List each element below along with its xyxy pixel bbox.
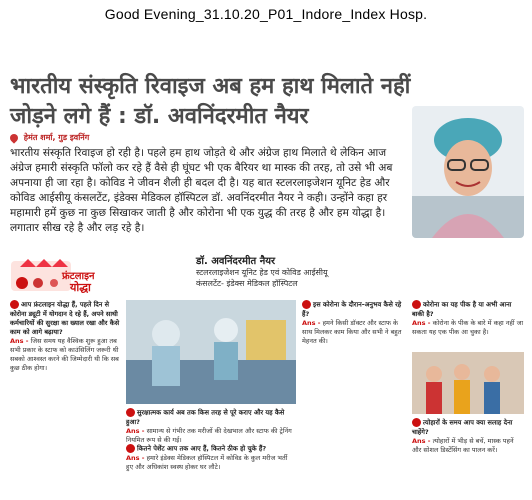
logo-title: फ्रंटलाइन (62, 271, 95, 282)
caption-box (196, 256, 496, 289)
question-4 (412, 300, 524, 319)
photo-medical-team (126, 300, 296, 404)
answer-4 (412, 319, 524, 337)
answer-label: Ans - (302, 318, 321, 327)
caption-role-2: कंसलटेंट- इंडेक्स मेडिकल हॉस्पिटल (196, 279, 298, 288)
qa-column-3 (302, 300, 406, 346)
logo-subtitle: योद्धा (70, 281, 91, 294)
qa-column-5 (126, 444, 296, 472)
question-1 (10, 300, 122, 337)
question-6-text: त्योहारों के समय आप क्या सलाह देना चाहेंगे? (412, 418, 513, 436)
answer-2-text: सामान्य से गंभीर तक मरीजों की देखभाल और स्टाफ की ट्रेनिंग नियमित रूप से की गई। (126, 426, 292, 444)
question-6 (412, 418, 524, 437)
location-pin-icon (8, 132, 19, 143)
question-4-text: कोरोना का यह पीक है या अभी आना बाकी है? (412, 300, 512, 318)
headline-line-2: जोड़ने लगे हैं : डॉ. अवनिंदरमीत नैयर (10, 104, 309, 129)
photo-family (412, 352, 524, 414)
lede-paragraph: भारतीय संस्कृति रिवाइज हो रही है। पहले हम हाथ जोड़ते थे और अंग्रेज हाथ मिलाते थे लेकिन आज अंग्रेज हमारी संस्कृति फॉलो कर रहे हैं वैसे ही घूंघट भी एक बैरियर था मास्क की तरह, तो उसे भी अब अपनाया ही जा रहा है। कोविड ने जीवन शैली ही बदल दी है। यह बात स्टलरलाइजेशन यूनिट हेड और कोविड आईसीयू कंसलटेंट, इंडेक्स मेडिकल हॉस्पिटल डॉ. अवनिंदरमीत नैयर ने कही। उन्होंने कहा हर महामारी हमें कुछ ना कुछ सिखाकर जाती है और कोरोना भी एक युद्ध की तरह है और हम योद्धा है। लगातार सीख रहे है और लड़ रहे है। (10, 147, 393, 234)
question-1-text: आप फ्रंटलाइन योद्धा हैं, पहले दिन से कोरोना ड्यूटी में योगदान दे रहे हैं, अपने साथी कर्मचारियों की सुरक्षा का ख्याल रखा और कैसे काम को आगे बढ़ाया? (10, 300, 120, 336)
answer-1-text: जिस समय यह वैश्विक शुरू हुआ तब सभी प्रकार के स्टाफ को काउंसिलिंग जरूरी थी सबको आश्वस्त करने की जिम्मेदारी थी कि सब कुछ ठीक होगा। (10, 336, 119, 372)
answer-3 (302, 319, 406, 346)
qa-column-2 (126, 408, 296, 445)
answer-6-text: त्योहारों में भीड़ से बचें, मास्क पहनें और सोशल डिस्टेंसिंग का पालन करें। (412, 436, 514, 454)
answer-6 (412, 437, 524, 455)
answer-4-text: कोरोना के पीक के बारे में कहा नहीं जा सकता यह एक पीक आ चुका है। (412, 318, 524, 336)
answer-label: Ans - (126, 453, 145, 462)
question-3 (302, 300, 406, 319)
answer-label: Ans - (412, 318, 431, 327)
qa-column-1 (10, 300, 122, 373)
qa-column-4 (412, 300, 524, 337)
question-5-text: कितने पेशेंट आप तक आए हैं, कितने ठीक हो चुके हैं? (137, 444, 267, 453)
headline-line-1: भारतीय संस्कृति रिवाइज अब हम हाथ मिलाते नहीं (10, 74, 411, 99)
question-icon (126, 408, 135, 417)
question-icon (126, 444, 135, 453)
answer-5 (126, 454, 296, 472)
byline-text: हेमंत शर्मा, गुड इवनिंग (23, 133, 90, 142)
caption-role-1: स्टलरलाइजेशन यूनिट हेड एवं कोविड आईसीयू (196, 268, 328, 277)
answer-2 (126, 427, 296, 445)
question-3-text: इस कोरोना के दौरान-अनुभव कैसे रहे हैं? (302, 300, 402, 318)
answer-label: Ans - (10, 336, 29, 345)
question-2 (126, 408, 296, 427)
slug-line: Good Evening_31.10.20_P01_Indore_Index Hosp. (104, 6, 428, 22)
portrait-photo (412, 106, 524, 238)
answer-1 (10, 337, 122, 373)
caption-name: डॉ. अवनिंदरमीत नैयर (196, 256, 276, 267)
question-2-text: सुरक्षात्मक कार्य अब तक किस तरह से पूरे कराए और यह कैसे हुआ? (126, 408, 285, 426)
question-icon (10, 300, 19, 309)
answer-3-text: हमने किसी डॉक्टर और स्टाफ के साथ मिलकर काम किया और सभी ने बहुत मेहनत की। (302, 318, 402, 345)
question-5 (126, 444, 296, 454)
answer-label: Ans - (126, 426, 145, 435)
question-icon (412, 300, 421, 309)
answer-5-text: हमारे इंडेक्स मेडिकल हॉस्पिटल में कोविड के कुल मरीज भर्ती हुए और अधिकांश स्वस्थ होकर घर लौटे। (126, 453, 288, 471)
byline (10, 132, 89, 143)
answer-label: Ans - (412, 436, 431, 445)
qa-column-6 (412, 418, 524, 455)
question-icon (302, 300, 311, 309)
question-icon (412, 418, 421, 427)
